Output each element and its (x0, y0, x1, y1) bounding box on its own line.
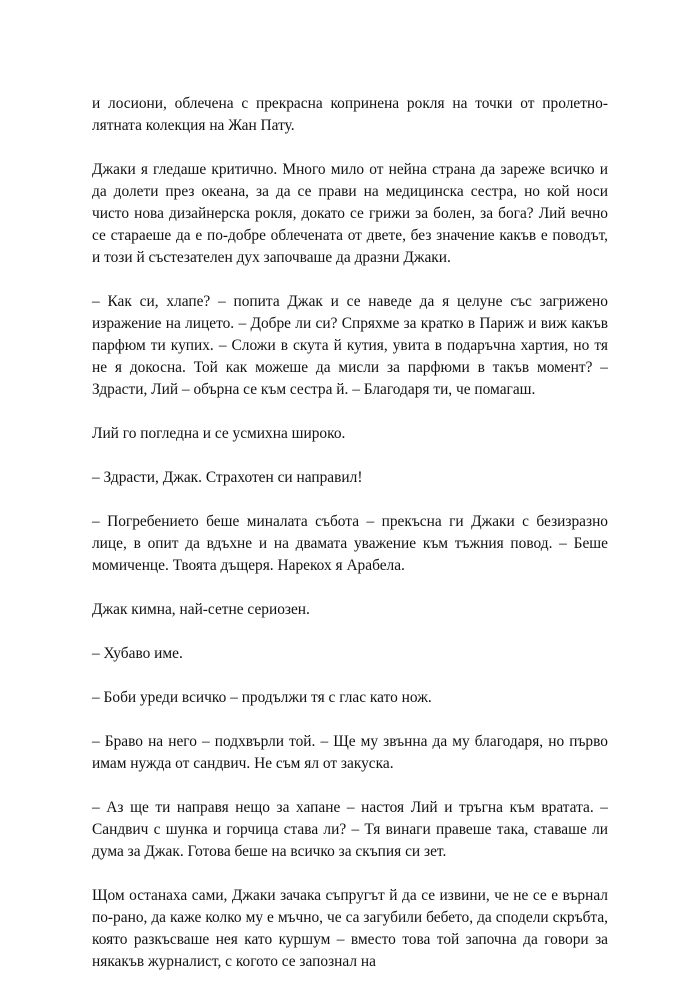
paragraph-7: Джак кимна, най-сетне сериозен. (92, 601, 310, 618)
paragraph-3: – Как си, хлапе? – попита Джак и се наведе да я целуне със загрижено изражение на лицето. – Добре ли си? Спряхме за кратко в Париж и виж какъв парфюм ти купих. – Сложи в скута й кутия, увита в подаръчна хартия, но тя не я докосна. Той как можеше да мисли за парфюми в такъв момент? – Здрасти, Лий – обърна се към сестра й. – Благодаря ти, че помагаш. (92, 293, 608, 398)
paragraph-6: – Погребението беше миналата събота – прекъсна ги Джаки с безизразно лице, в опит да вдъхне и на двамата уважение към тъжния повод. – Беше момиченце. Твоята дъщеря. Нарекох я Арабела. (92, 513, 608, 574)
paragraph-12: Щом останаха сами, Джаки зачака съпругът й да се извини, че не се е върнал по-рано, да каже колко му е мъчно, че са загубили бебето, да сподели скръбта, която разкъсваше нея като куршум – вместо това той започна да говори за някакъв журналист, с когото се запознал на (92, 887, 608, 970)
paragraph-2: Джаки я гледаше критично. Много мило от нейна страна да зареже всичко и да долети през океана, за да се прави на медицинска сестра, но кой носи чисто нова дизайнерска рокля, докато се грижи за болен, за бога? Лий вечно се стараеше да е по-добре облечената от двете, без значение какъв е поводът, и този й състезателен дух започваше да дразни Джаки. (92, 161, 608, 266)
paragraph-1: и лосиони, облечена с прекрасна копринена рокля на точки от пролетно-лятната колекция на Жан Пату. (92, 95, 608, 134)
paragraph-10: – Браво на него – подхвърли той. – Ще му звънна да му благодаря, но първо имам нужда от сандвич. Не съм ял от закуска. (92, 733, 608, 772)
body-text (92, 93, 608, 995)
paragraph-5: – Здрасти, Джак. Страхотен си направил! (92, 469, 363, 486)
paragraph-8: – Хубаво име. (92, 645, 183, 662)
paragraph-11: – Аз ще ти направя нещо за хапане – настоя Лий и тръгна към вратата. – Сандвич с шунка и горчица става ли? – Тя винаги правеше така, ставаше ли дума за Джак. Готова беше на всичко за скъпия си зет. (92, 799, 608, 860)
paragraph-4: Лий го погледна и се усмихна широко. (92, 425, 346, 442)
paragraph-9: – Боби уреди всичко – продължи тя с глас като нож. (92, 689, 432, 706)
